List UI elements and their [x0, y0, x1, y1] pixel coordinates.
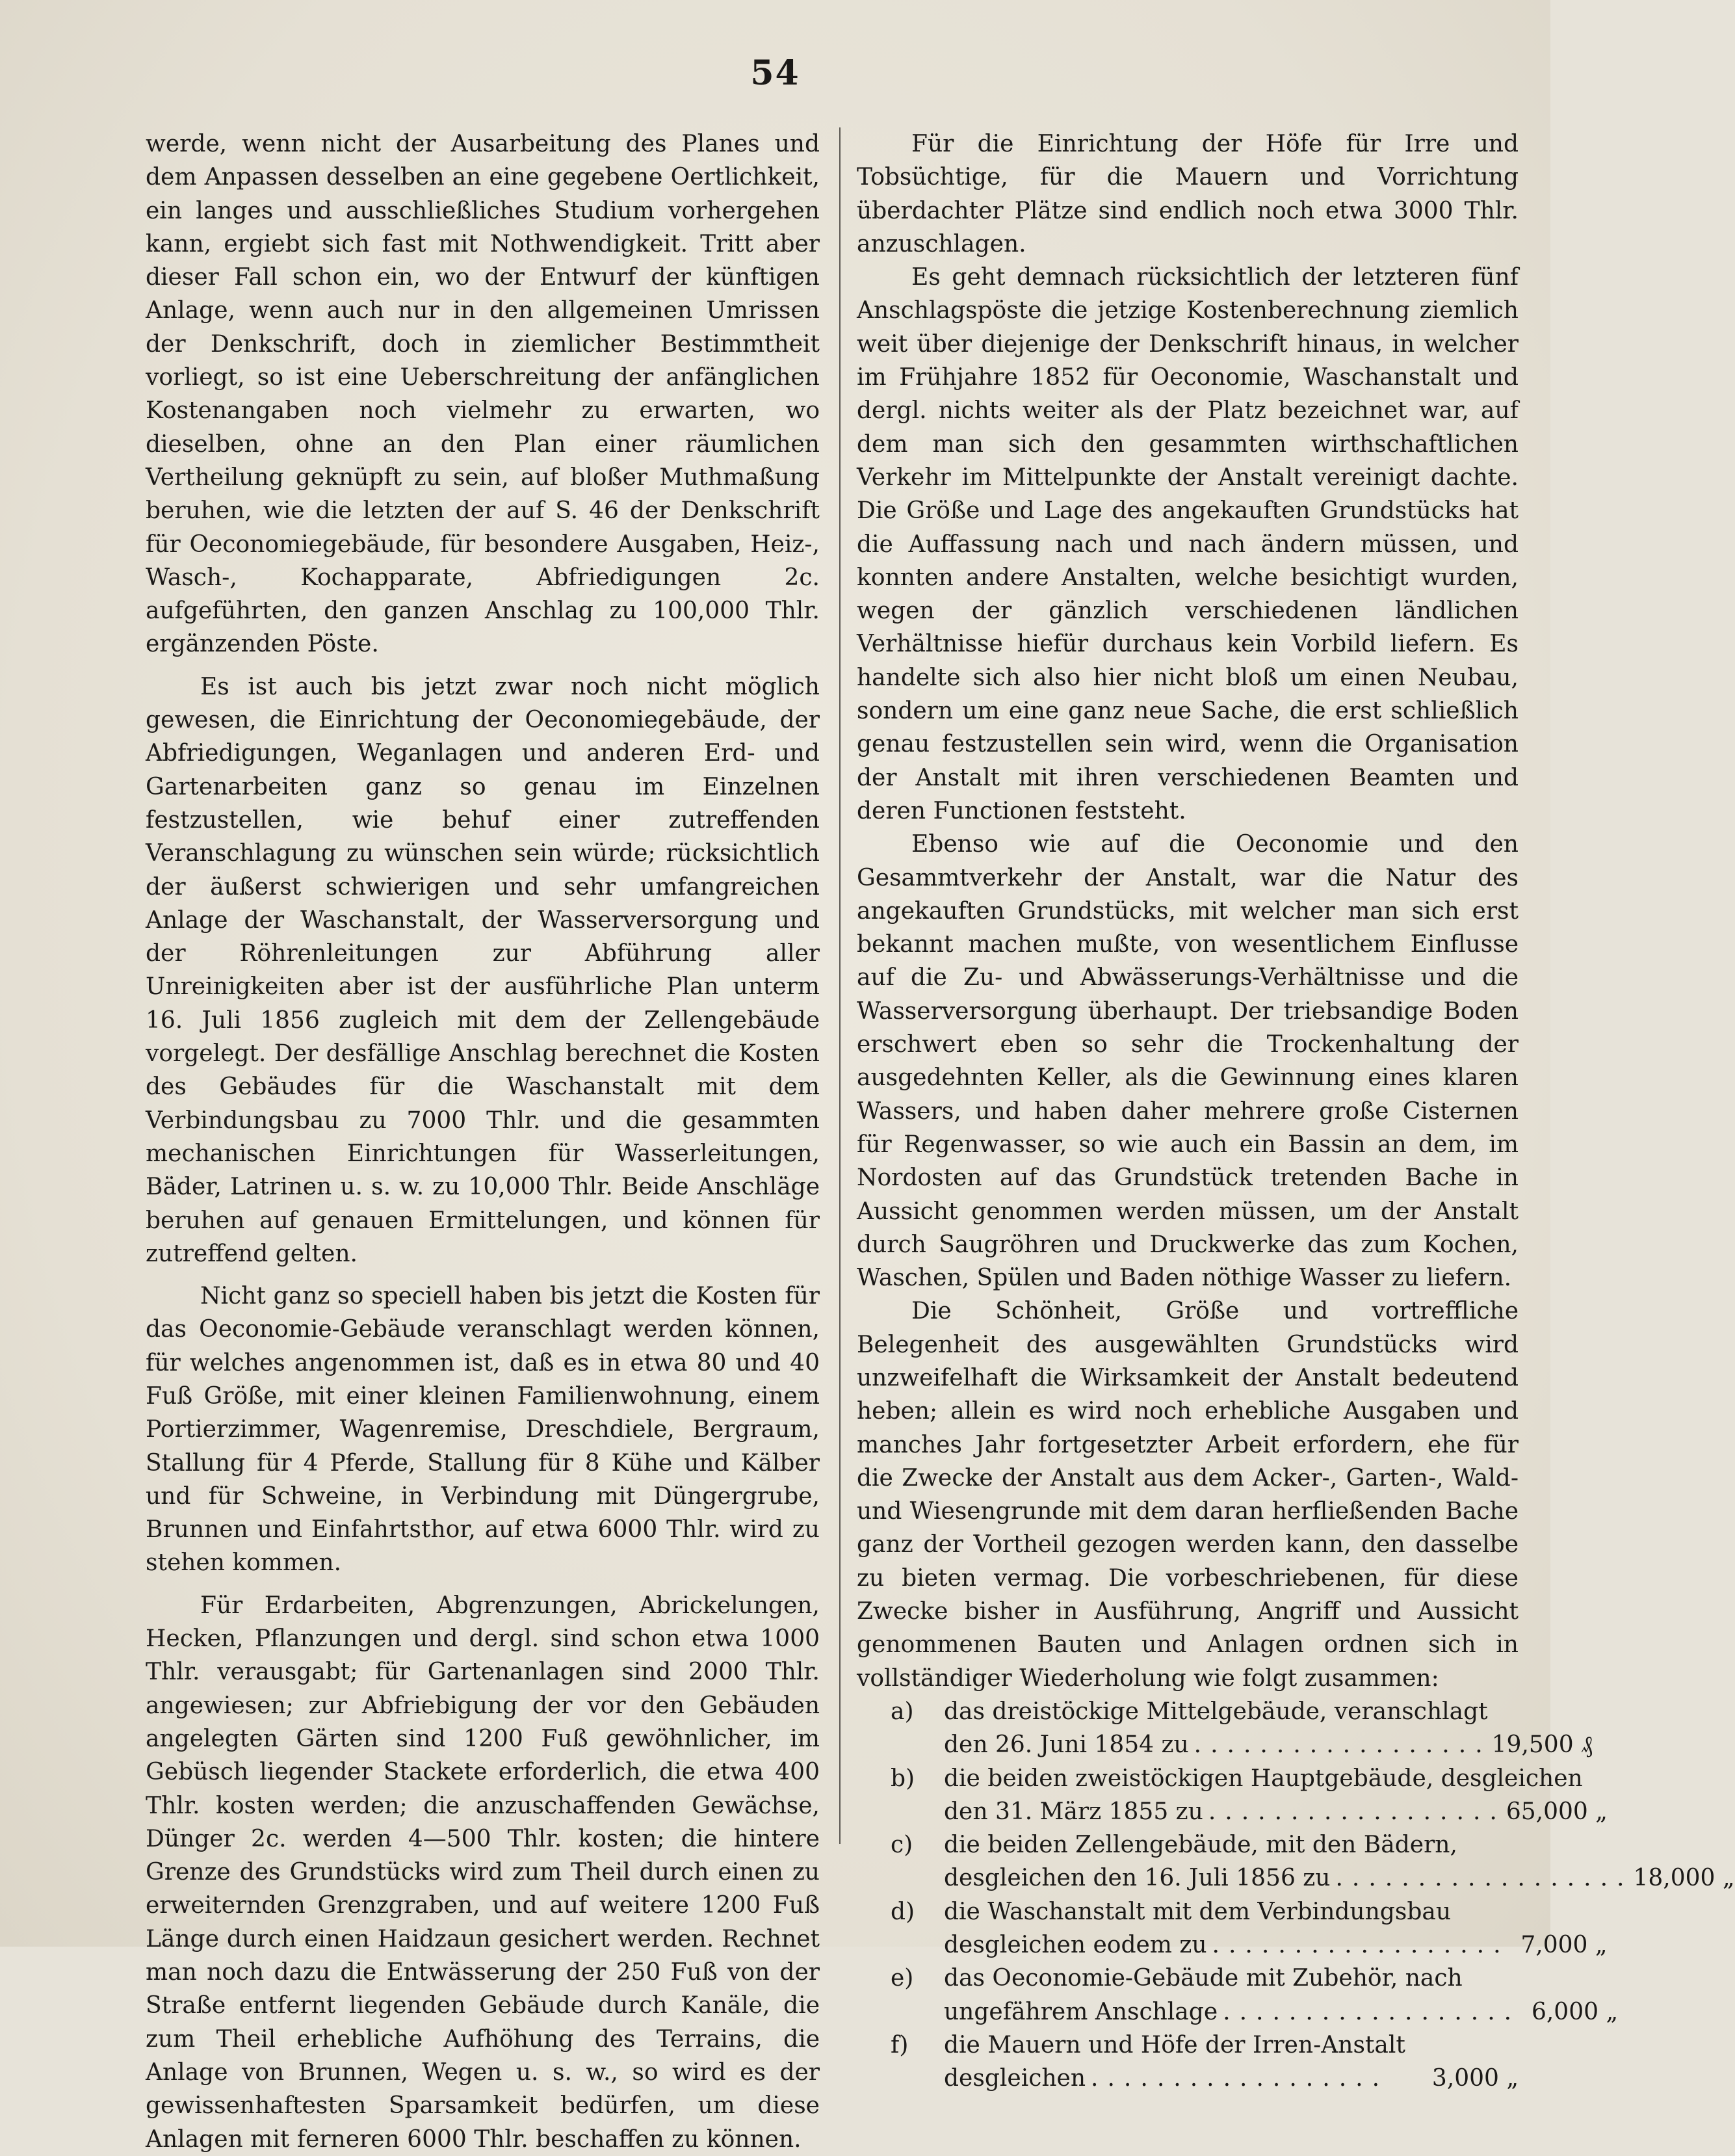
left-paragraph-4: Für Erdarbeiten, Abgrenzungen, Abrickelungen, Hecken, Pflanzungen und dergl. sind schon etwa 1000 Thlr. verausgabt; für Gartenanlagen sind 2000 Thlr. angewiesen; zur Abfriebigung der vor den Gebäuden angelegten Gärten sind 1200 Fuß gewöhnlicher, im Gebüsch liegender Stackete erforderlich, die etwa 400 Thlr. kosten werden; die anzuschaffenden Gewächse, Dünger 2c. werden 4—500 Thlr. kosten; die hintere Grenze des Grundstücks wird zum Theil durch einen zu erweiternden Grenzgraben, und auf weitere 1200 Fuß Länge durch einen Haidzaun gesichert werden. Rechnet man noch dazu die Entwässerung der 250 Fuß von der Straße entfernt liegenden Gebäude durch Kanäle, die zum Theil erhebliche Aufhöhung des Terrains, die Anlage von Brunnen, Wegen u. s. w., so wird es der gewissenhaftesten Sparsamkeit bedürfen, um diese Anlagen mit ferneren 6000 Thlr. beschaffen zu können.: [146, 1592, 820, 2153]
right-paragraph-4: Die Schönheit, Größe und vortreffliche Belegenheit des ausgewählten Grundstücks wird unzweifelhaft die Wirksamkeit der Anstalt bedeutend heben; allein es wird noch erhebliche Ausgaben und manches Jahr fortgesetzter Arbeit erfordern, ehe für die Zwecke der Anstalt aus dem Acker-, Garten-, Wald- und Wiesengrunde mit dem daran herfließenden Bache ganz der Vortheil gezogen werden kann, den dasselbe zu bieten vermag. Die vorbeschriebenen, für diese Zwecke bisher in Ausführung, Angriff und Aussicht genommenen Bauten und Anlagen ordnen sich in vollständiger Wiederholung wie folgt zusammen:: [857, 1298, 1519, 1692]
leader-dots: ..................: [1091, 2065, 1389, 2092]
cost-item-amount: 6,000 „: [1531, 1998, 1619, 2025]
leader-dots: ..................: [1194, 1731, 1492, 1759]
cost-item: [857, 2029, 1519, 2096]
right-paragraph-1: Für die Einrichtung der Höfe für Irre und Tobsüchtige, für die Mauern und Vorrichtung überdachter Plätze sind endlich noch etwa 3000 Thlr. anzuschlagen.: [857, 131, 1519, 257]
left-paragraph-3: Nicht ganz so speciell haben bis jetzt die Kosten für das Oeconomie-Gebäude veranschlagt werden können, für welches angenommen ist, daß es in etwa 80 und 40 Fuß Größe, mit einer kleinen Familienwohnung, einem Portierzimmer, Wagenremise, Dreschdiele, Bergraum, Stallung für 4 Pferde, Stallung für 8 Kühe und Kälber und für Schweine, in Verbindung mit Düngergrube, Brunnen und Einfahrtsthor, auf etwa 6000 Thlr. wird zu stehen kommen.: [146, 1283, 820, 1577]
leader-dots: ..................: [1335, 1865, 1634, 1892]
page-number: 54: [750, 53, 800, 93]
cost-item-label: e): [891, 1965, 914, 1992]
cost-item-amount: 7,000 „: [1520, 1932, 1608, 1959]
left-paragraph-1: werde, wenn nicht der Ausarbeitung des Planes und dem Anpassen desselben an eine gegebene Oertlichkeit, ein langes und ausschließliches Studium vorhergehen kann, ergiebt sich fast mit Nothwendigkeit. Tritt aber dieser Fall schon ein, wo der Entwurf der künftigen Anlage, wenn auch nur in den allgemeinen Umrissen der Denkschrift, doch in ziemlicher Bestimmtheit vorliegt, so ist eine Ueberschreitung der anfänglichen Kostenangaben noch vielmehr zu erwarten, wo dieselben, ohne an den Plan einer räumlichen Vertheilung geknüpft zu sein, auf bloßer Muthmaßung beruhen, wie die letzten der auf S. 46 der Denkschrift für Oeconomiegebäude, für besondere Ausgaben, Heiz-, Wasch-, Kochapparate, Abfriedigungen 2c. aufgeführten, den ganzen Anschlag zu 100,000 Thlr. ergänzenden Pöste.: [146, 131, 820, 658]
cost-item: [857, 1695, 1593, 1762]
cost-item-date: desgleichen eodem zu: [944, 1932, 1207, 1959]
cost-item-label: c): [891, 1832, 913, 1859]
cost-item-desc: die Mauern und Höfe der Irren-Anstalt: [944, 2031, 1405, 2058]
cost-item-amount: 65,000 „: [1506, 1798, 1608, 1825]
cost-item-desc: das dreistöckige Mittelgebäude, veranschlagt: [944, 1698, 1488, 1725]
left-paragraph-2: Es ist auch bis jetzt zwar noch nicht möglich gewesen, die Einrichtung der Oeconomiegebäude, der Abfriedigungen, Weganlagen und anderen Erd- und Gartenarbeiten ganz so genau im Einzelnen festzustellen, wie behuf einer zutreffenden Veranschlagung zu wünschen sein würde; rücksichtlich der äußerst schwierigen und sehr umfangreichen Anlage der Waschanstalt, der Wasserversorgung und der Röhrenleitungen zur Abführung aller Unreinigkeiten aber ist der ausführliche Plan unterm 16. Juli 1856 zugleich mit dem der Zellengebäude vorgelegt. Der desfällige Anschlag berechnet die Kosten des Gebäudes für die Waschanstalt mit dem Verbindungsbau zu 7000 Thlr. und die gesammten mechanischen Einrichtungen für Wasserleitungen, Bäder, Latrinen u. s. w. zu 10,000 Thlr. Beide Anschläge beruhen auf genauen Ermittelungen, und können für zutreffend gelten.: [146, 673, 820, 1267]
cost-list: [857, 1695, 1735, 2096]
leader-dots: ..................: [1208, 1798, 1506, 1825]
cost-item-amount: 3,000 „: [1431, 2065, 1519, 2092]
cost-item: [857, 1895, 1608, 1962]
cost-item-desc: die Waschanstalt mit dem Verbindungsbau: [944, 1898, 1452, 1925]
cost-item-amount: 18,000 „: [1633, 1865, 1735, 1892]
leader-dots: ..................: [1223, 1998, 1521, 2025]
leader-dots: ..................: [1212, 1932, 1510, 1959]
cost-item-date: desgleichen: [944, 2065, 1086, 2092]
cost-item-amount: 19,500 ₰: [1491, 1731, 1593, 1759]
cost-item: [857, 1828, 1735, 1895]
cost-item-date: desgleichen den 16. Juli 1856 zu: [944, 1865, 1331, 1892]
cost-item-date: den 31. März 1855 zu: [944, 1798, 1203, 1825]
cost-item-desc: das Oeconomie-Gebäude mit Zubehör, nach: [944, 1965, 1463, 1992]
cost-item: [857, 1962, 1619, 2029]
cost-item: [857, 1762, 1608, 1829]
cost-item-date: ungefährem Anschlage: [944, 1998, 1218, 2025]
column-divider: [839, 127, 841, 1844]
right-paragraph-3: Ebenso wie auf die Oeconomie und den Gesammtverkehr der Anstalt, war die Natur des angekauften Grundstücks, mit welcher man sich erst bekannt machen mußte, von wesentlichem Einflusse auf die Zu- und Abwässerungs-Verhältnisse und die Wasserversorgung überhaupt. Der triebsandige Boden erschwert eben so sehr die Trockenhaltung der ausgedehnten Keller, als die Gewinnung eines klaren Wassers, und haben daher mehrere große Cisternen für Regenwasser, so wie auch ein Bassin an dem, im Nordosten auf das Grundstück tretenden Bache in Aussicht genommen werden müssen, um der Anstalt durch Saugröhren und Druckwerke das zum Kochen, Waschen, Spülen und Baden nöthige Wasser zu liefern.: [857, 831, 1519, 1292]
cost-item-label: f): [891, 2031, 909, 2058]
right-paragraph-2: Es geht demnach rücksichtlich der letzteren fünf Anschlagspöste die jetzige Kostenberechnung ziemlich weit über diejenige der Denkschrift hinaus, in welcher im Frühjahre 1852 für Oeconomie, Waschanstalt und dergl. nichts weiter als der Platz bezeichnet war, auf dem man sich den gesammten wirthschaftlichen Verkehr im Mittelpunkte der Anstalt vereinigt dachte. Die Größe und Lage des angekauften Grundstücks hat die Auffassung nach und nach ändern müssen, und konnten andere Anstalten, welche besichtigt wurden, wegen der gänzlich verschiedenen ländlichen Verhältnisse hiefür durchaus kein Vorbild liefern. Es handelte sich also hier nicht bloß um einen Neubau, sondern um eine ganz neue Sache, die erst schließlich genau festzustellen sein wird, wenn die Organisation der Anstalt mit ihren verschiedenen Beamten und deren Functionen feststeht.: [857, 264, 1519, 824]
cost-item-desc: die beiden Zellengebäude, mit den Bädern,: [944, 1832, 1457, 1859]
cost-item-date: den 26. Juni 1854 zu: [944, 1731, 1189, 1759]
cost-item-label: a): [891, 1698, 914, 1725]
left-column: [146, 127, 820, 2156]
cost-item-label: d): [891, 1898, 915, 1925]
right-column: [857, 127, 1735, 2096]
cost-item-label: b): [891, 1765, 915, 1792]
cost-item-desc: die beiden zweistöckigen Hauptgebäude, desgleichen: [944, 1765, 1583, 1792]
